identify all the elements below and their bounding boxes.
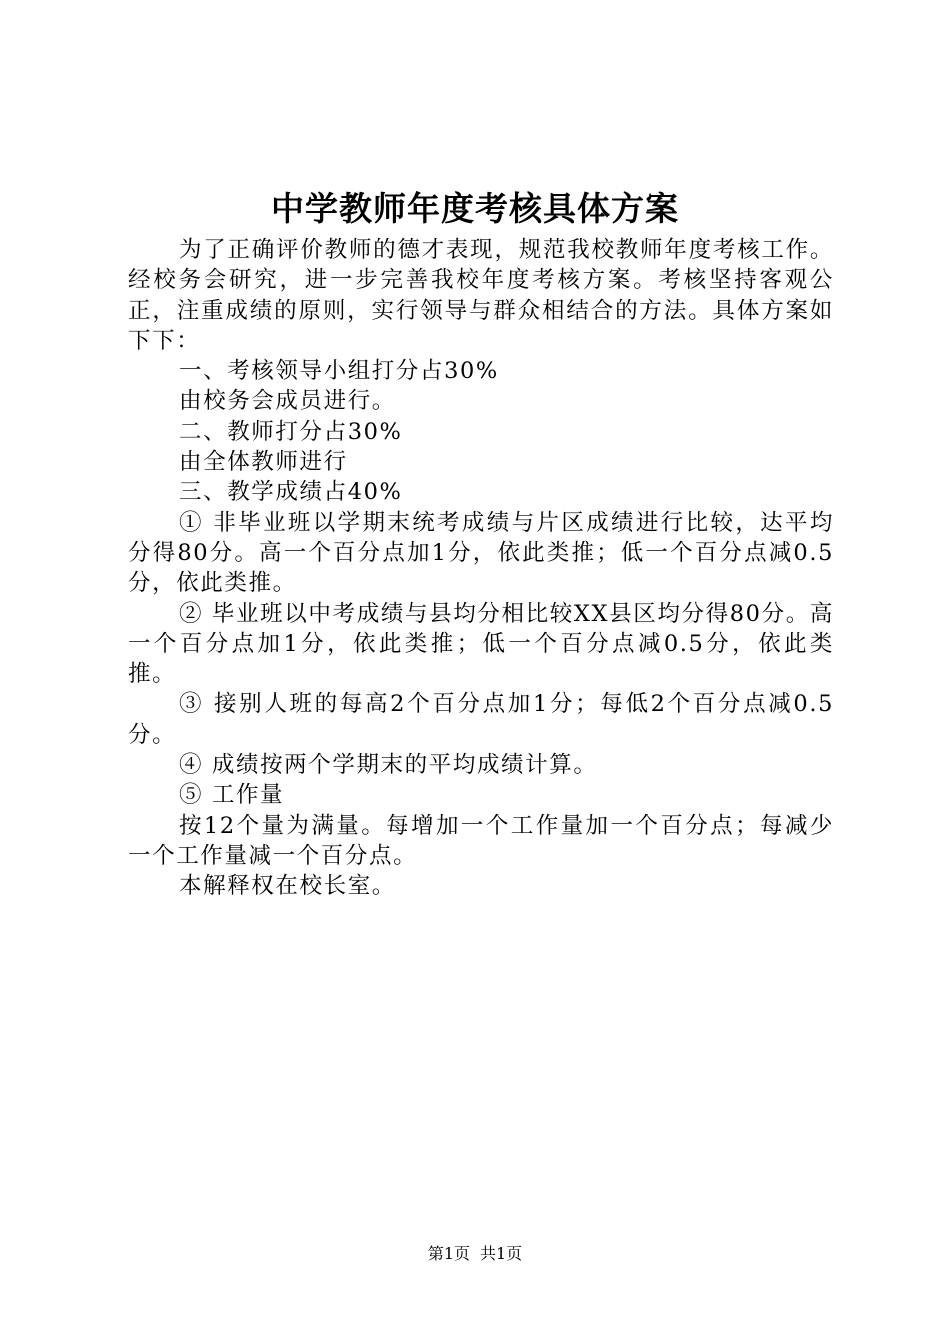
closing-paragraph: 本解释权在校长室。 bbox=[179, 873, 396, 900]
page-footer bbox=[0, 1243, 950, 1265]
rule-item-3: ③ 接别人班的每高2个百分点加1分；每低2个百分点减0.5分。 bbox=[128, 691, 834, 748]
page-total: 共1页 bbox=[480, 1244, 523, 1263]
rule-item-4: ④ 成绩按两个学期末的平均成绩计算。 bbox=[179, 752, 598, 779]
section-text-leadership: 由校务会成员进行。 bbox=[179, 388, 396, 415]
page-number: 第1页 bbox=[427, 1244, 470, 1263]
rule-item-1: ① 非毕业班以学期末统考成绩与片区成绩进行比较，达平均分得80分。高一个百分点加1分，依此类推；低一个百分点减0.5分，依此类推。 bbox=[128, 509, 834, 597]
section-heading-teacher-score: 二、教师打分占30% bbox=[179, 418, 403, 445]
document-body bbox=[128, 235, 834, 902]
intro-paragraph: 为了正确评价教师的德才表现，规范我校教师年度考核工作。经校务会研究，进一步完善我校年度考核方案。考核坚持客观公正，注重成绩的原则，实行领导与群众相结合的方法。具体方案如下下： bbox=[128, 237, 834, 354]
section-heading-teaching-results: 三、教学成绩占40% bbox=[179, 479, 403, 506]
workload-paragraph: 按12个量为满量。每增加一个工作量加一个百分点；每减少一个工作量减一个百分点。 bbox=[128, 812, 834, 869]
section-heading-leadership-score: 一、考核领导小组打分占30% bbox=[179, 358, 499, 385]
section-text-teachers: 由全体教师进行 bbox=[179, 449, 348, 476]
rule-item-5: ⑤ 工作量 bbox=[179, 782, 285, 809]
document-title: 中学教师年度考核具体方案 bbox=[271, 189, 679, 228]
rule-item-2: ② 毕业班以中考成绩与县均分相比较XX县区均分得80分。高一个百分点加1分，依此类推；低一个百分点减0.5分，依此类推。 bbox=[128, 600, 834, 688]
